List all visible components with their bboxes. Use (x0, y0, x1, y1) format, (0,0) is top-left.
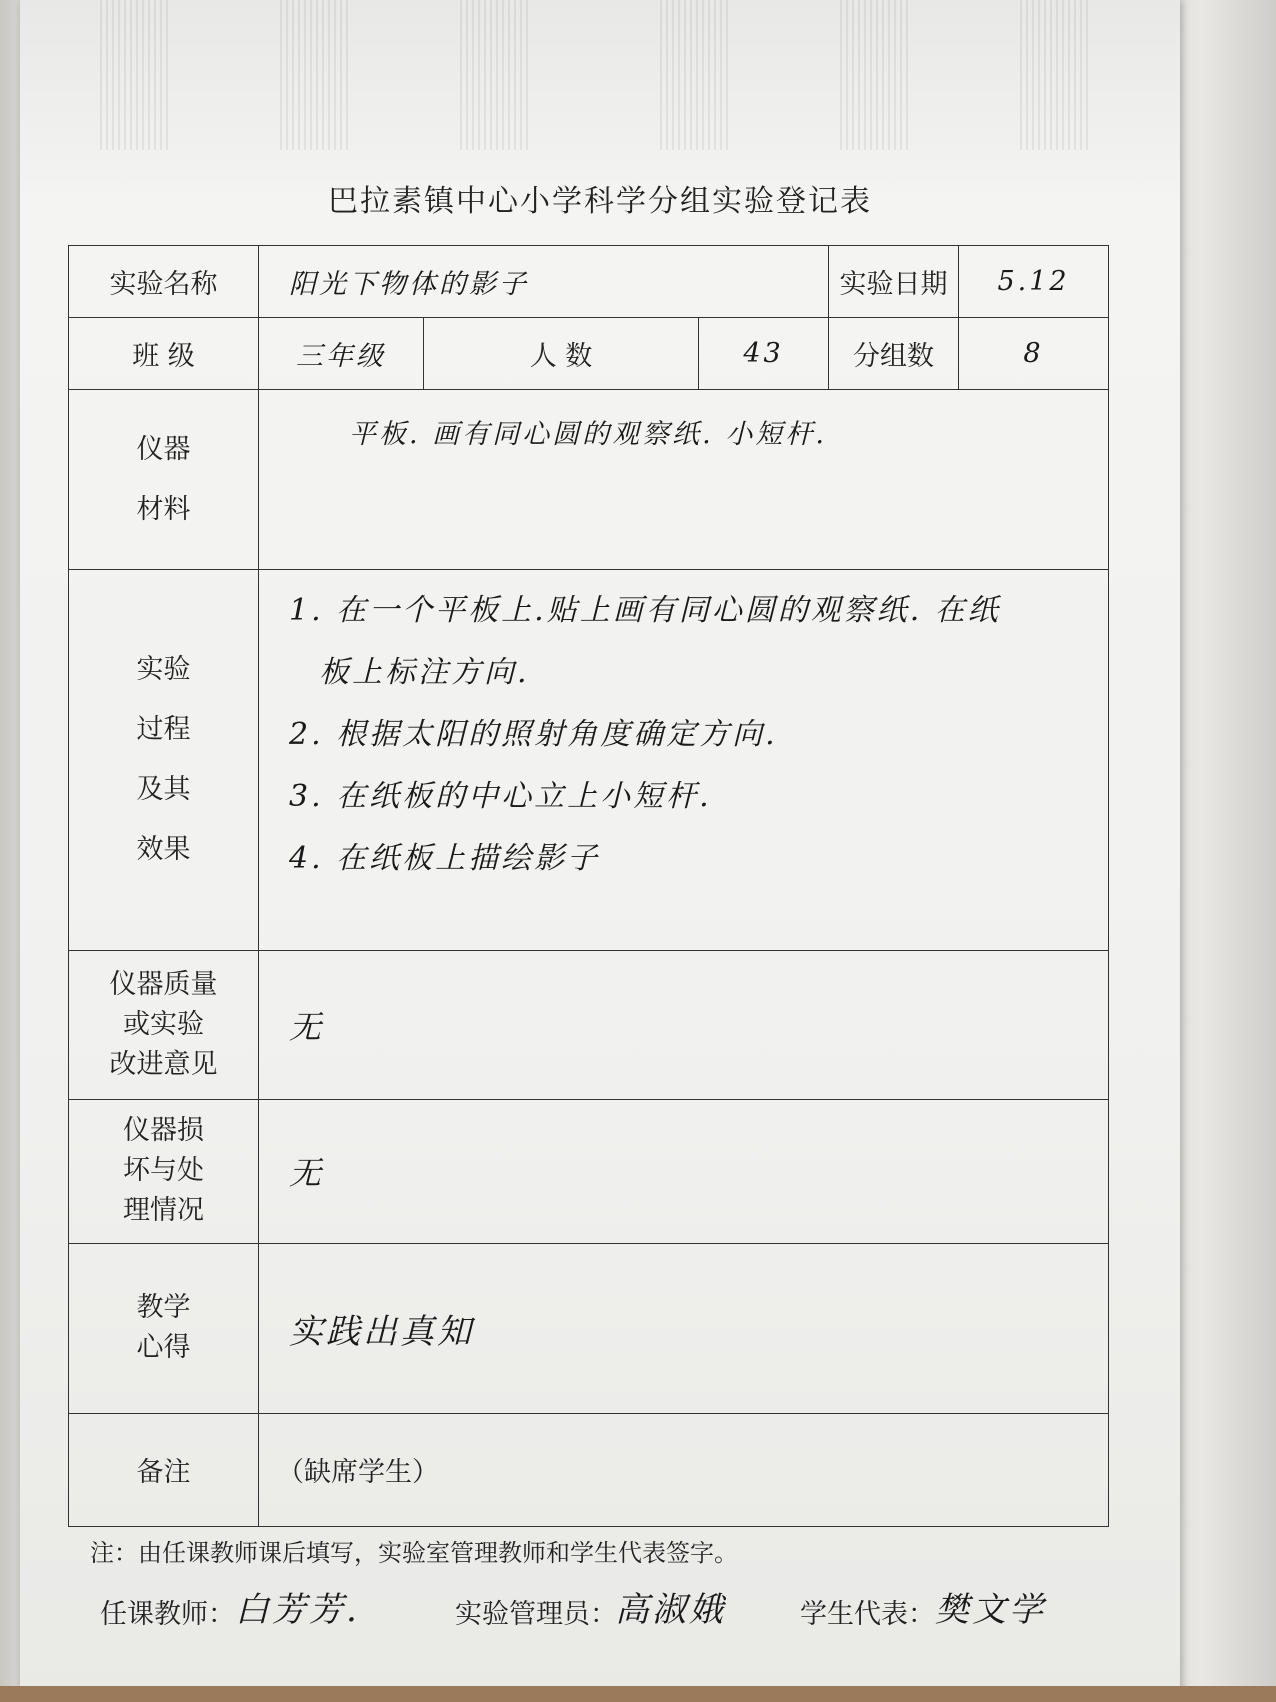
table-row (69, 318, 1109, 390)
table-row (69, 390, 1109, 570)
process-step: 2. 根据太阳的照射角度确定方向. (289, 717, 778, 753)
reflection-value: 实践出真知 (259, 1244, 1109, 1414)
student-rep-label: 学生代表： (800, 1599, 935, 1630)
teacher-signature: 白芳芳. (235, 1590, 360, 1630)
table-row (69, 570, 1109, 951)
damage-label: 仪器损 坏与处 理情况 (69, 1099, 259, 1243)
experiment-date-label: 实验日期 (829, 246, 959, 318)
damage-value: 无 (259, 1099, 1109, 1243)
lab-manager-signature: 高淑娥 (615, 1590, 726, 1630)
table-row (69, 950, 1109, 1099)
class-label: 班 级 (69, 318, 259, 390)
table-row (69, 1413, 1109, 1526)
toner-smudge (100, 0, 170, 150)
experiment-name-value: 阳光下物体的影子 (259, 246, 829, 318)
experiment-name-label: 实验名称 (69, 246, 259, 318)
process-step: 4. 在纸板上描绘影子 (289, 841, 601, 877)
table-row (69, 1099, 1109, 1243)
instruments-label: 仪器 材料 (69, 390, 259, 570)
process-step: 板上标注方向. (319, 655, 530, 691)
process-value (259, 570, 1109, 951)
toner-smudge (460, 0, 530, 150)
process-label: 实验 过程 及其 效果 (69, 570, 259, 951)
groups-label: 分组数 (829, 318, 959, 390)
toner-smudge (660, 0, 730, 150)
lab-manager-label: 实验管理员： (455, 1599, 617, 1630)
remarks-value: （缺席学生） (259, 1413, 1109, 1526)
form-title: 巴拉素镇中心小学科学分组实验登记表 (328, 184, 872, 219)
toner-smudge (840, 0, 910, 150)
headcount-value: 43 (699, 318, 829, 390)
groups-value: 8 (959, 318, 1109, 390)
form-sheet (20, 0, 1180, 1702)
headcount-label: 人 数 (424, 318, 699, 390)
student-rep-signature: 樊文学 (935, 1590, 1046, 1630)
process-step: 3. 在纸板的中心立上小短杆. (289, 779, 712, 815)
toner-smudge (1020, 0, 1090, 150)
class-value: 三年级 (259, 318, 424, 390)
table-row (69, 1244, 1109, 1414)
process-step: 1. 在一个平板上.贴上画有同心圆的观察纸. 在纸 (289, 593, 1001, 629)
footer-note: 注：由任课教师课后填写，实验室管理教师和学生代表签字。 (90, 1539, 738, 1567)
reflection-label: 教学 心得 (69, 1244, 259, 1414)
registration-table (68, 245, 1109, 1527)
remarks-label: 备注 (69, 1413, 259, 1526)
instruments-value: 平板. 画有同心圆的观察纸. 小短杆. (259, 390, 1109, 570)
quality-label: 仪器质量 或实验 改进意见 (69, 950, 259, 1099)
desk-surface (0, 1686, 1276, 1702)
experiment-date-value: 5.12 (959, 246, 1109, 318)
table-row (69, 246, 1109, 318)
teacher-label: 任课教师： (100, 1599, 235, 1630)
toner-smudge (280, 0, 350, 150)
quality-value: 无 (259, 950, 1109, 1099)
signature-row (100, 1582, 1160, 1642)
